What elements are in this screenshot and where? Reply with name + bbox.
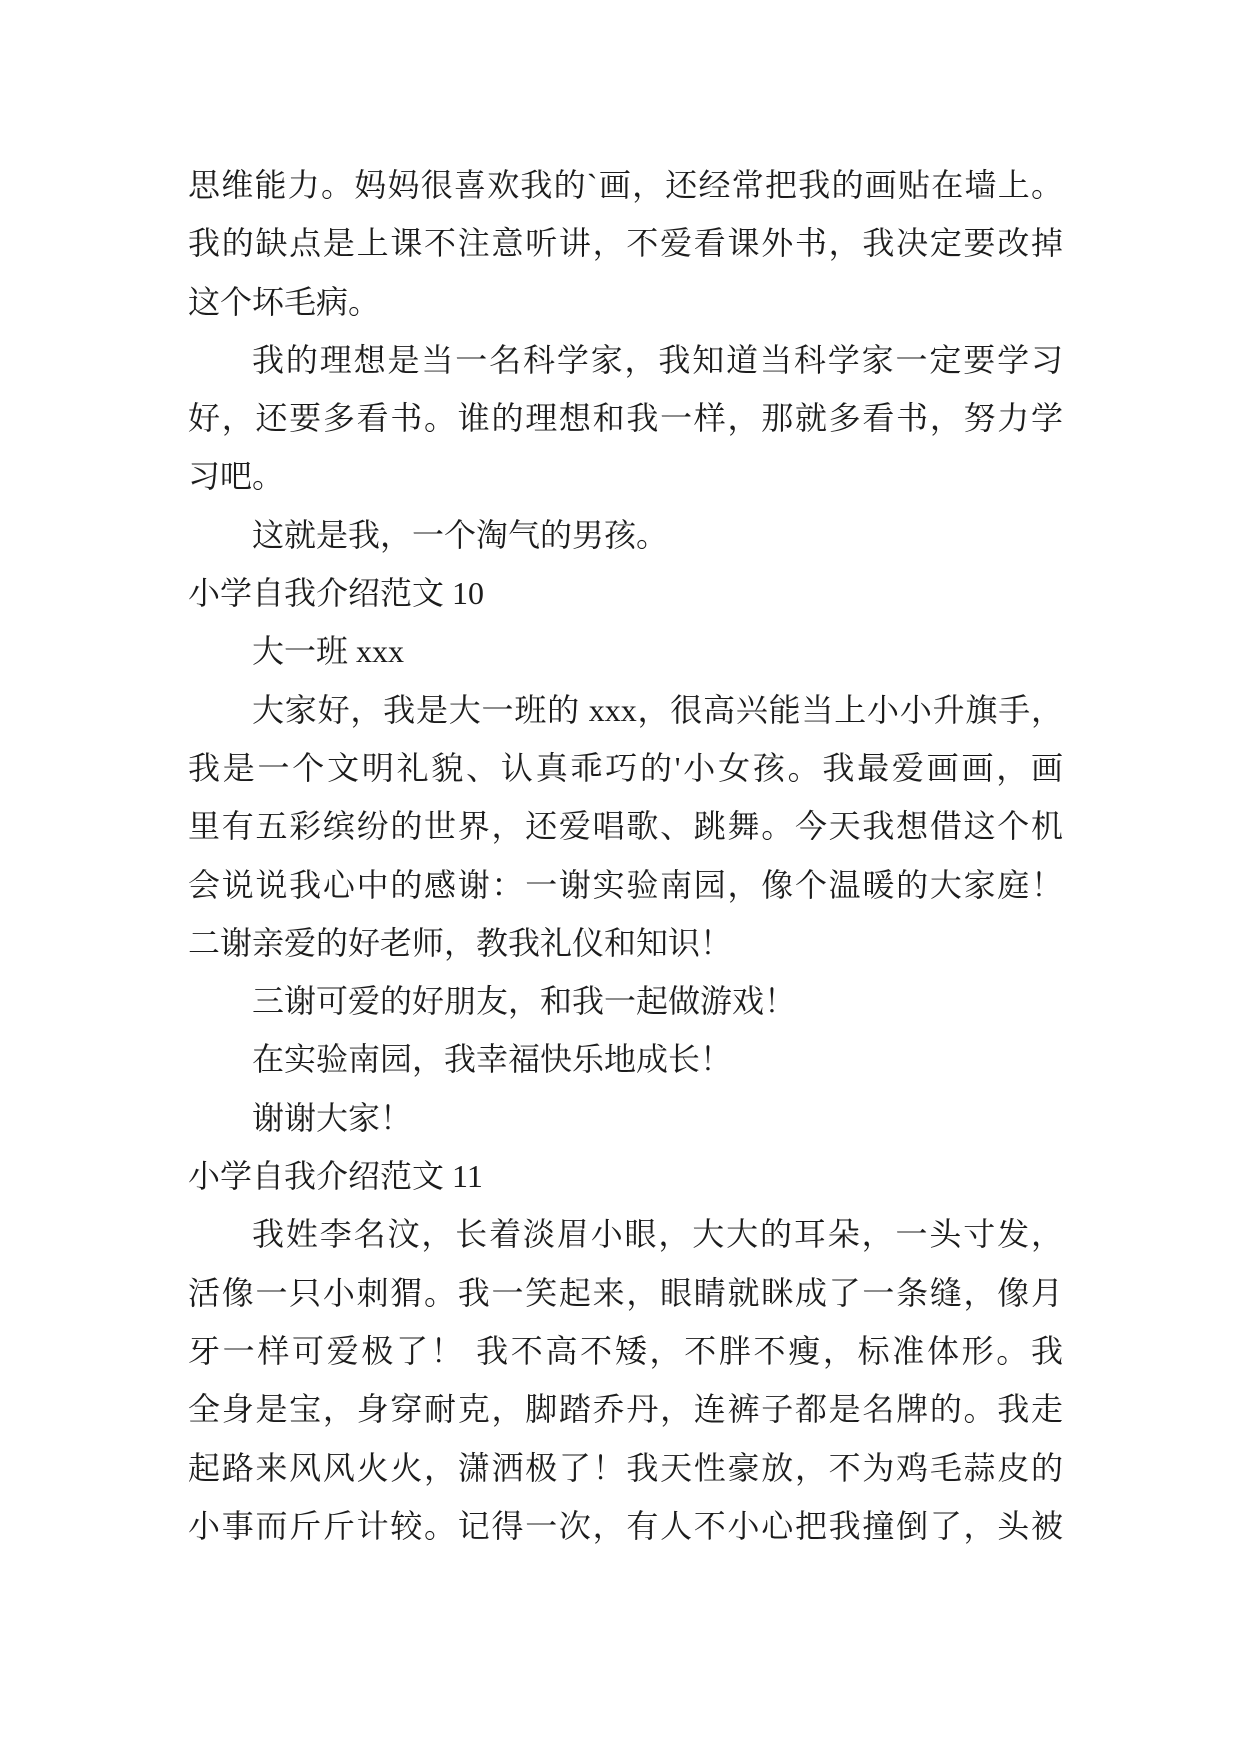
paragraph-line: 思维能力。妈妈很喜欢我的`画，还经常把我的画贴在墙上。 <box>188 167 1063 203</box>
section-heading: 小学自我介绍范文 11 <box>188 1158 483 1195</box>
paragraph-line: 在实验南园，我幸福快乐地成长！ <box>252 1041 733 1078</box>
paragraph-line: 好，还要多看书。谁的理想和我一样，那就多看书，努力学 <box>188 400 1063 437</box>
paragraph-line: 全身是宝，身穿耐克，脚踏乔丹，连裤子都是名牌的。我走 <box>188 1391 1063 1428</box>
paragraph-line: 里有五彩缤纷的世界，还爱唱歌、跳舞。今天我想借这个机 <box>188 808 1063 845</box>
paragraph-line: 我姓李名汶，长着淡眉小眼，大大的耳朵，一头寸发， <box>252 1216 1063 1253</box>
section-heading: 小学自我介绍范文 10 <box>188 575 485 612</box>
paragraph-line: 三谢可爱的好朋友，和我一起做游戏！ <box>252 983 797 1020</box>
paragraph-line: 大家好，我是大一班的 xxx，很高兴能当上小小升旗手， <box>252 691 1063 728</box>
paragraph-line: 这就是我，一个淘气的男孩。 <box>252 516 669 553</box>
document-page <box>188 156 1063 1555</box>
paragraph-line: 我的理想是当一名科学家，我知道当科学家一定要学习 <box>252 341 1063 378</box>
paragraph-line: 活像一只小刺猬。我一笑起来，眼睛就眯成了一条缝，像月 <box>188 1274 1063 1311</box>
paragraph-line: 我的缺点是上课不注意听讲，不爱看课外书，我决定要改掉 <box>188 225 1063 262</box>
paragraph-line: 习吧。 <box>188 458 285 495</box>
paragraph-line: 这个坏毛病。 <box>188 283 381 320</box>
paragraph-line: 我是一个文明礼貌、认真乖巧的'小女孩。我最爱画画，画 <box>188 749 1063 786</box>
paragraph-line: 小事而斤斤计较。记得一次，有人不小心把我撞倒了，头被 <box>188 1507 1063 1544</box>
paragraph-line: 起路来风风火火，潇洒极了！我天性豪放，不为鸡毛蒜皮的 <box>188 1449 1063 1486</box>
paragraph-line: 大一班 xxx <box>252 633 405 670</box>
paragraph-line: 二谢亲爱的好老师，教我礼仪和知识！ <box>188 924 733 961</box>
paragraph-line: 谢谢大家！ <box>252 1099 413 1136</box>
paragraph-line: 牙一样可爱极了！ 我不高不矮，不胖不瘦，标准体形。我 <box>188 1332 1063 1369</box>
paragraph-line: 会说说我心中的感谢：一谢实验南园，像个温暖的大家庭！ <box>188 866 1063 903</box>
